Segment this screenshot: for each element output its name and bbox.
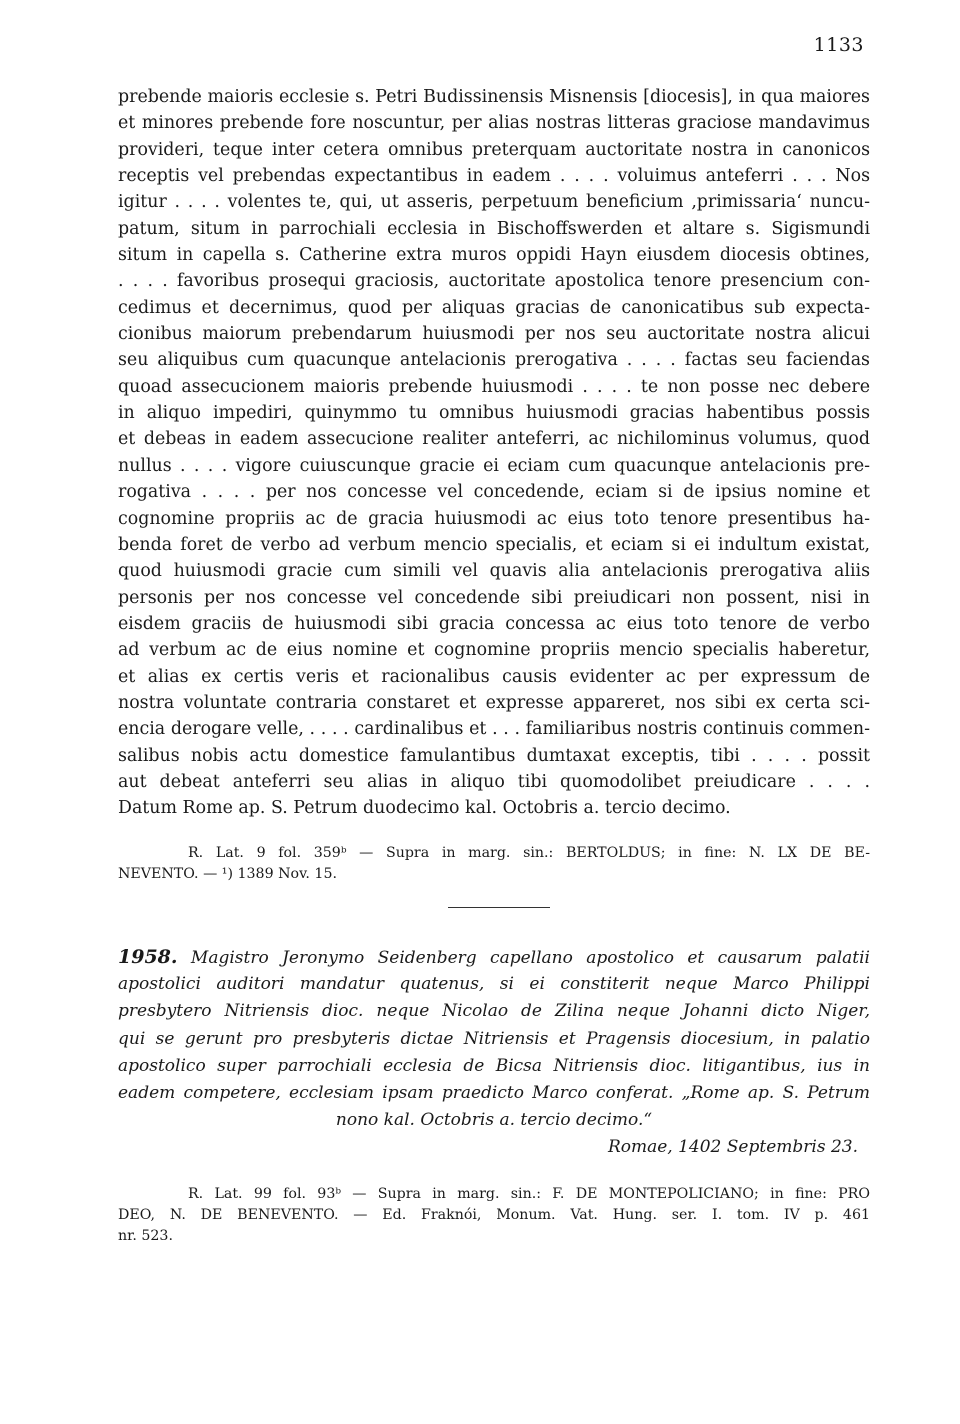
- text-line: seu aliquibus cum quacunque antelacionis prerogativa . . . . factas seu faciendas: [118, 350, 870, 371]
- text-line: quoad assecucionem maioris prebende huiusmodi . . . . te non posse nec debere: [118, 376, 870, 397]
- entry-number: 1958.: [118, 946, 178, 968]
- text-line: receptis vel prebendas expectantibus in eadem . . . . voluimus anteferri . . . Nos: [118, 166, 870, 187]
- entry-line: apostolico super parrochiali ecclesia de Bicsa Nitriensis dioc. litigantibus, ius in: [118, 1055, 870, 1076]
- entry-date: Romae, 1402 Septembris 23.: [607, 1137, 858, 1158]
- text-line: personis per nos concesse vel concedende sibi preiudicari non possent, nisi in: [118, 587, 870, 608]
- text-line: Datum Rome ap. S. Petrum duodecimo kal. Octobris a. tercio decimo.: [118, 798, 731, 819]
- entry-line: presbytero Nitriensis dioc. neque Nicolao de Zilina neque Johanni dicto Niger,: [118, 1001, 870, 1022]
- text-line: et alias ex certis veris et racionalibus causis evidenter ac per expressum de: [118, 666, 870, 687]
- text-line: et minores prebende fore noscuntur, per alias nostras litteras graciose mandavimus: [118, 113, 870, 134]
- text-line: patum, situm in parrochiali ecclesia in Bischoffswerden et altare s. Sigismundi: [118, 218, 870, 239]
- text-line: salibus nobis actu domestice famulantibus dumtaxat exceptis, tibi . . . . possit: [118, 745, 870, 766]
- text-line: nostra voluntate contraria constaret et expresse appareret, nos sibi ex certa sci-: [118, 692, 870, 713]
- text-line: igitur . . . . volentes te, qui, ut asseris, perpetuum beneficium ‚primissaria‘ nuncu-: [118, 192, 870, 213]
- footnote-line: R. Lat. 99 fol. 93ᵇ — Supra in marg. sin.: F. DE MONTEPOLICIANO; in fine: PRO: [188, 1186, 870, 1202]
- text-line: cognomine propriis ac de gracia huiusmodi ac eius toto tenore presentibus ha-: [118, 508, 870, 529]
- text-line: cedimus et decernimus, quod per aliquas gracias de canonicatibus sub expecta-: [118, 297, 870, 318]
- text-line: situm in capella s. Catherine extra muros oppidi Hayn eiusdem diocesis obtines,: [118, 245, 870, 266]
- entry-line: nono kal. Octobris a. tercio decimo.“: [335, 1110, 653, 1131]
- footnote-line: R. Lat. 9 fol. 359ᵇ — Supra in marg. sin.: BERTOLDUS; in fine: N. LX DE BE-: [188, 845, 870, 861]
- text-line: in aliquo impediri, quinymmo tu omnibus huiusmodi gracias habentibus possis: [118, 403, 870, 424]
- text-line: rogativa . . . . per nos concesse vel concedende, eciam si de ipsius nomine et: [118, 482, 870, 503]
- footnote-line: nr. 523.: [118, 1228, 173, 1244]
- footnote-line: NEVENTO. — ¹) 1389 Nov. 15.: [118, 866, 337, 882]
- entry-first-line: [118, 944, 870, 971]
- text-line: aut debeat anteferri seu alias in aliquo tibi quomodolibet preiudicare . . . .: [118, 771, 870, 792]
- text-line: nullus . . . . vigore cuiuscunque gracie ei eciam cum quacunque antelacionis pre-: [118, 455, 870, 476]
- page-number: 1133: [813, 34, 864, 56]
- entry-line: eadem competere, ecclesiam ipsam praedicto Marco conferat. „Rome ap. S. Petrum: [118, 1082, 870, 1103]
- text-line: encia derogare velle, . . . . cardinalibus et . . . familiaribus nostris continuis commen-: [118, 719, 870, 740]
- entry-summary-start: Magistro Jeronymo Seidenberg capellano apostolico et causarum palatii: [190, 948, 870, 968]
- text-line: benda foret de verbo ad verbum mencio specialis, et eciam si ei indultum existat,: [118, 534, 870, 555]
- text-line: et debeas in eadem assecucione realiter anteferri, ac nichilominus volumus, quod: [118, 429, 870, 450]
- text-line: ad verbum ac de eius nomine et cognomine propriis mencio specialis haberetur,: [118, 640, 870, 661]
- entry-line: apostolici auditori mandatur quatenus, si ei constiterit neque Marco Philippi: [118, 974, 870, 995]
- text-line: eisdem graciis de huiusmodi sibi gracia concessa ac eius toto tenore de verbo: [118, 613, 870, 634]
- text-line: quod huiusmodi gracie cum simili vel quavis alia antelacionis prerogativa aliis: [118, 561, 870, 582]
- entry-1958: [118, 944, 870, 1162]
- text-line: provideri, teque inter cetera omnibus preterquam auctoritate nostra in canonicos: [118, 139, 870, 160]
- footnote-1: [118, 843, 870, 885]
- footnote-2: [118, 1184, 870, 1247]
- text-line: prebende maioris ecclesie s. Petri Budissinensis Misnensis [diocesis], in qua maiores: [118, 87, 870, 107]
- entry-line: qui se gerunt pro presbyteris dictae Nitriensis et Pragensis diocesium, in palatio: [118, 1028, 870, 1049]
- main-text: [118, 84, 870, 822]
- text-line: cionibus maiorum prebendarum huiusmodi per nos seu auctoritate nostra alicui: [118, 324, 870, 345]
- footnote-line: DEO, N. DE BENEVENTO. — Ed. Fraknói, Monum. Vat. Hung. ser. I. tom. IV p. 461: [118, 1207, 870, 1223]
- separator-rule: [448, 907, 550, 908]
- text-line: . . . . favoribus prosequi graciosis, auctoritate apostolica tenore presencium con-: [118, 271, 870, 292]
